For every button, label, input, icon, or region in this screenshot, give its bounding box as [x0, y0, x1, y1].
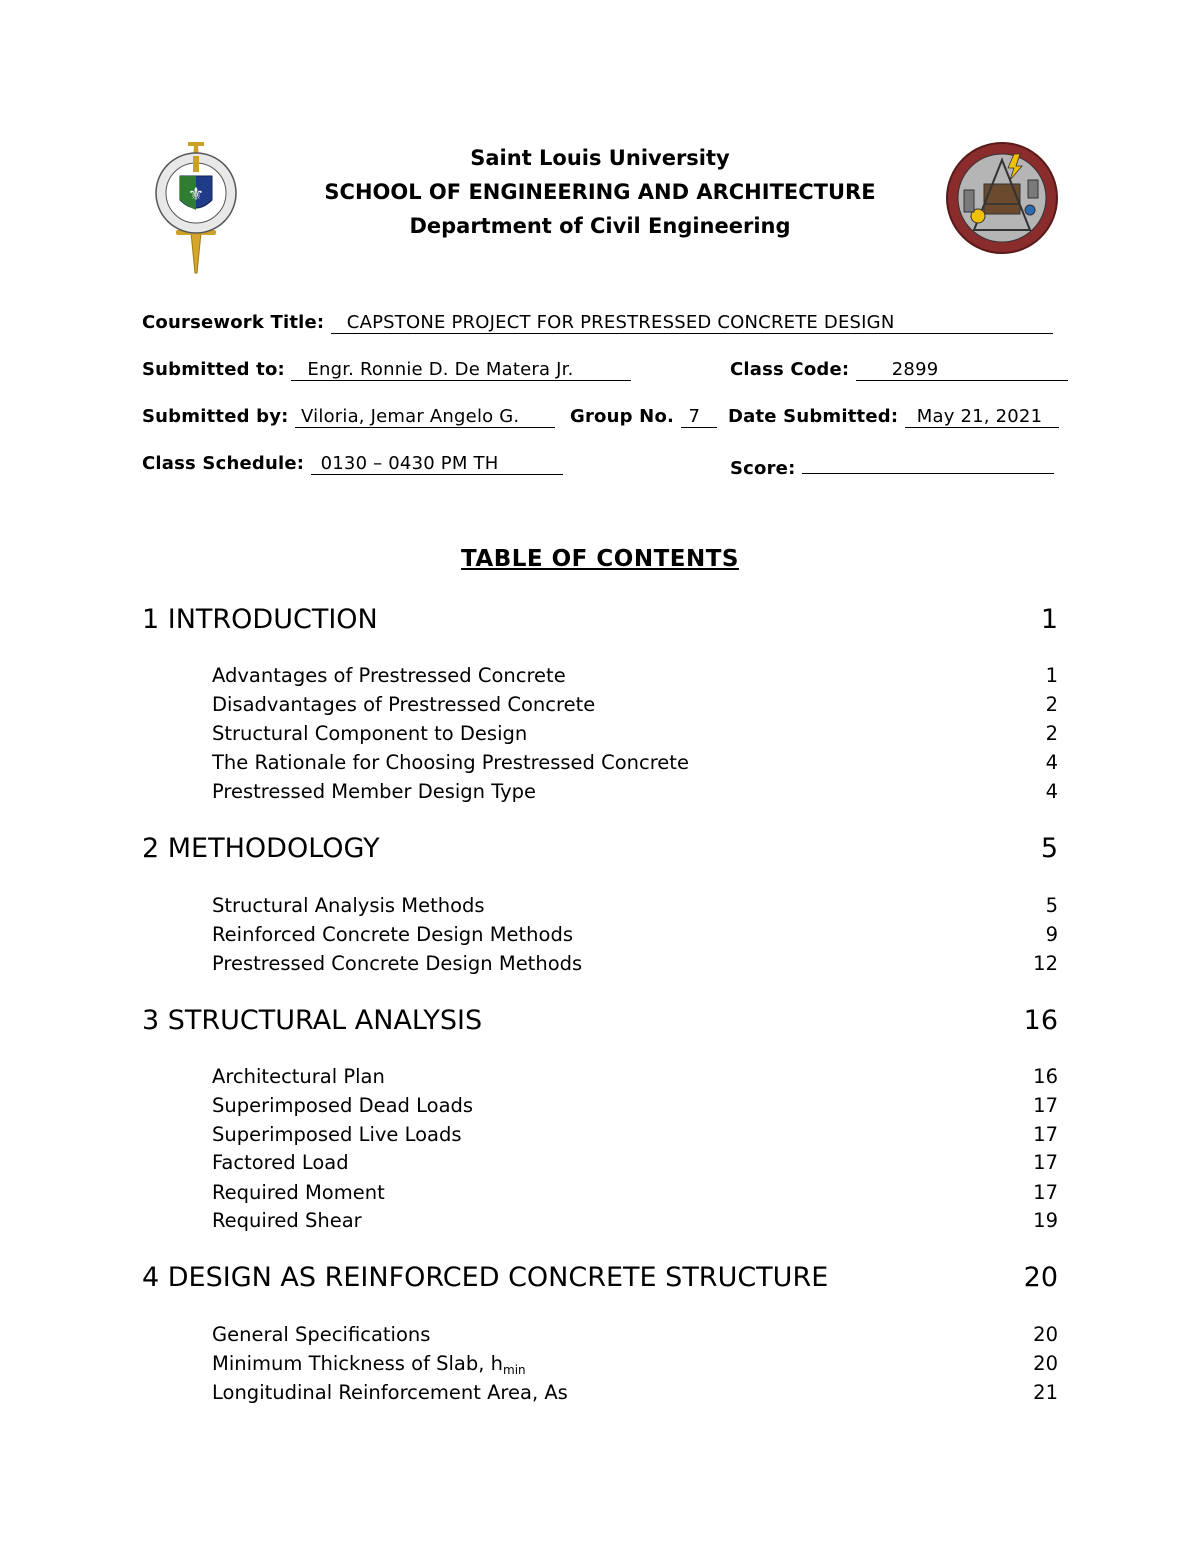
submitted-by-value: Viloria, Jemar Angelo G. [295, 407, 555, 428]
toc-entry-page: 4 [1045, 751, 1058, 774]
toc-entry[interactable] [212, 1323, 1058, 1346]
submitted-to-row [142, 359, 631, 381]
toc-entry-page: 16 [1033, 1065, 1058, 1088]
group-value: 7 [681, 407, 717, 428]
toc-entry-page: 21 [1033, 1381, 1058, 1404]
toc-entry-page: 17 [1033, 1181, 1058, 1204]
submitted-by-label: Submitted by: [142, 406, 289, 427]
toc-entry[interactable] [212, 751, 1058, 774]
class-schedule-value: 0130 – 0430 PM TH [311, 454, 563, 475]
toc-entry-title: Superimposed Dead Loads [212, 1094, 474, 1117]
toc-entry-page: 17 [1033, 1151, 1058, 1174]
class-code-label: Class Code: [730, 359, 850, 380]
toc-entry-title: Factored Load [212, 1151, 349, 1174]
toc-section-page: 16 [1023, 1005, 1058, 1036]
university-seal-icon [150, 138, 242, 278]
toc-entry-title: Prestressed Concrete Design Methods [212, 952, 583, 975]
toc-entry-page: 9 [1045, 923, 1058, 946]
toc-entry-title: Structural Component to Design [212, 722, 528, 745]
toc-entry[interactable] [212, 1151, 1058, 1174]
toc-section[interactable] [142, 604, 1058, 635]
svg-text:⚜: ⚜ [187, 184, 205, 205]
toc-entry[interactable] [212, 1123, 1058, 1146]
coursework-title-row [142, 312, 1053, 334]
toc-entry[interactable] [212, 722, 1058, 745]
subscript-min: min [503, 1363, 526, 1377]
score-value [802, 453, 1054, 474]
class-code-row [730, 359, 1068, 381]
toc-entry-page: 20 [1033, 1323, 1058, 1346]
toc-entry-page: 17 [1033, 1123, 1058, 1146]
class-code-value: 2899 [856, 360, 1068, 381]
toc-entry-page: 17 [1033, 1094, 1058, 1117]
group-label: Group No. [570, 406, 675, 427]
toc-entry[interactable] [212, 664, 1058, 687]
toc-entry-page: 4 [1045, 780, 1058, 803]
toc-section-title: 4 DESIGN AS REINFORCED CONCRETE STRUCTURE [142, 1262, 829, 1293]
toc-entry[interactable] [212, 1181, 1058, 1204]
coursework-title-value: CAPSTONE PROJECT FOR PRESTRESSED CONCRETE DESIGN [331, 313, 1053, 334]
toc-entry-page: 19 [1033, 1209, 1058, 1232]
toc-section-title: 2 METHODOLOGY [142, 833, 380, 864]
toc-entry-title: Architectural Plan [212, 1065, 385, 1088]
toc-section-page: 1 [1040, 604, 1058, 635]
toc-entry-title: Disadvantages of Prestressed Concrete [212, 693, 596, 716]
toc-entry-title: Superimposed Live Loads [212, 1123, 462, 1146]
toc-entry-page: 2 [1045, 722, 1058, 745]
date-submitted-row [728, 406, 1059, 428]
submitted-by-row [142, 406, 555, 428]
school-name: SCHOOL OF ENGINEERING AND ARCHITECTURE [324, 180, 876, 204]
toc-entry-title: Required Moment [212, 1181, 385, 1204]
submitted-to-label: Submitted to: [142, 359, 285, 380]
toc-section[interactable] [142, 1262, 1058, 1293]
toc-entry-title-text: Minimum Thickness of Slab, h [212, 1352, 504, 1375]
toc-entry-title [212, 1352, 526, 1377]
toc-entry-title: Prestressed Member Design Type [212, 780, 537, 803]
toc-entry-page: 12 [1033, 952, 1058, 975]
institution-header [300, 141, 900, 243]
toc-section-title: 3 STRUCTURAL ANALYSIS [142, 1005, 483, 1036]
score-row [730, 453, 1054, 479]
toc-section[interactable] [142, 833, 1058, 864]
toc-entry[interactable] [212, 1065, 1058, 1088]
score-label: Score: [730, 458, 796, 479]
toc-entry-title: Reinforced Concrete Design Methods [212, 923, 573, 946]
toc-entry-title: General Specifications [212, 1323, 431, 1346]
toc-entry[interactable] [212, 693, 1058, 716]
university-name: Saint Louis University [470, 146, 730, 170]
group-row [570, 406, 717, 428]
toc-entry-title: The Rationale for Choosing Prestressed Concrete [212, 751, 689, 774]
toc-entry[interactable] [212, 1094, 1058, 1117]
toc-entry-page: 1 [1045, 664, 1058, 687]
toc-entry-title: Structural Analysis Methods [212, 894, 485, 917]
toc-entry-title: Longitudinal Reinforcement Area, As [212, 1381, 568, 1404]
toc-section-page: 20 [1023, 1262, 1058, 1293]
toc-entry[interactable] [212, 1381, 1058, 1404]
toc-entry[interactable] [212, 1352, 1058, 1377]
toc-section-title: 1 INTRODUCTION [142, 604, 378, 635]
coursework-title-label: Coursework Title: [142, 312, 325, 333]
toc-section-page: 5 [1040, 833, 1058, 864]
toc-entry[interactable] [212, 923, 1058, 946]
engineering-seal-icon [944, 140, 1060, 256]
date-submitted-value: May 21, 2021 [905, 407, 1059, 428]
toc-entry-page: 5 [1045, 894, 1058, 917]
toc-entry[interactable] [212, 952, 1058, 975]
class-schedule-label: Class Schedule: [142, 453, 305, 474]
date-submitted-label: Date Submitted: [728, 406, 899, 427]
toc-section[interactable] [142, 1005, 1058, 1036]
toc-entry-title: Required Shear [212, 1209, 362, 1232]
toc-entry[interactable] [212, 1209, 1058, 1232]
toc-entry-page: 20 [1033, 1352, 1058, 1375]
toc-entry-title: Advantages of Prestressed Concrete [212, 664, 566, 687]
class-schedule-row [142, 453, 563, 475]
toc-entry-page: 2 [1045, 693, 1058, 716]
department-name: Department of Civil Engineering [409, 214, 791, 238]
toc-entry[interactable] [212, 780, 1058, 803]
submitted-to-value: Engr. Ronnie D. De Matera Jr. [291, 360, 631, 381]
toc-entry[interactable] [212, 894, 1058, 917]
toc-title: TABLE OF CONTENTS [461, 546, 739, 572]
